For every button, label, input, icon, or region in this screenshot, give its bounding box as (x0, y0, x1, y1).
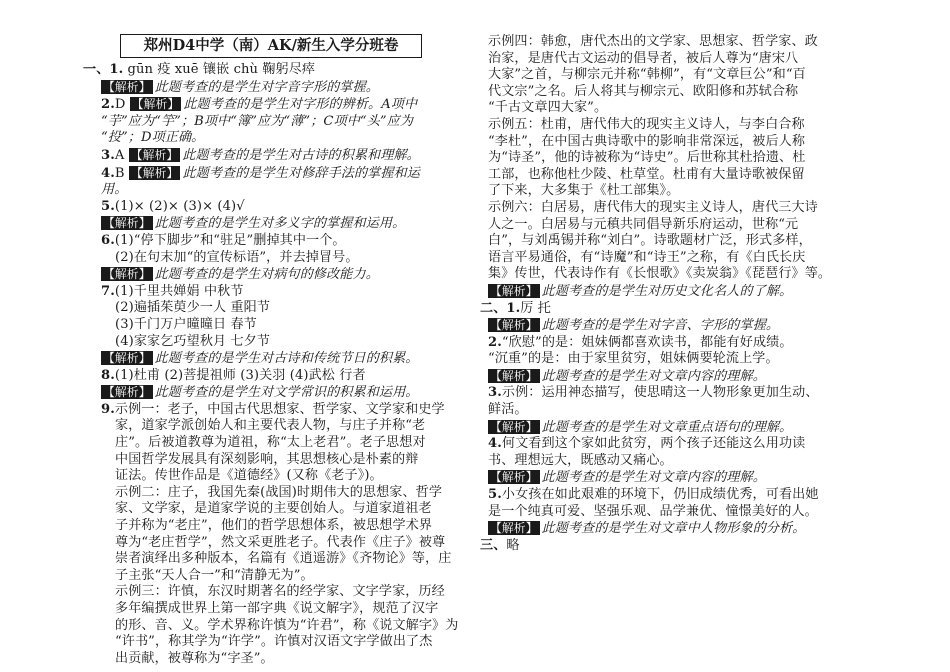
analysis-tag: 【解析】 (103, 267, 151, 282)
analysis-text: 此题考查的是学生对历史文化名人的了解。 (541, 283, 793, 299)
analysis-tag: 【解析】 (490, 368, 538, 383)
answer-line (75, 79, 475, 97)
answer-text: (2)在句末加“的宣传标语”，并去掉冒号。 (115, 249, 359, 265)
answer-line (480, 117, 890, 134)
answer-text: 子主张“天人合一”和“清静无为”。 (115, 567, 314, 583)
answer-text: 略 (506, 537, 520, 553)
analysis-text: 此题考查的是学生对文章重点语句的理解。 (541, 419, 793, 435)
answer-line (75, 96, 475, 114)
answer-line (75, 501, 475, 518)
question-number: 8. (101, 367, 115, 383)
analysis-tag: 【解析】 (490, 283, 538, 298)
analysis-tag: 【解析】 (490, 470, 538, 485)
question-number: 2. (488, 334, 502, 350)
answer-text: (1)“停下脚步”和“驻足”删掉其中一个。 (114, 232, 346, 248)
answer-text: 语言平易通俗，有“诗魔”和“诗王”之称，有《白氏长庆 (488, 249, 806, 265)
answer-line (75, 418, 475, 435)
analysis-text: 此题考查的是学生对修辞手法的掌握和运 (182, 165, 420, 181)
answer-line (480, 469, 890, 487)
answer-line (480, 385, 890, 402)
answer-line (480, 317, 890, 335)
answer-text: 尊为“老庄哲学”，然文采更胜老子。代表作《庄子》被尊 (115, 534, 446, 550)
answer-line (480, 351, 890, 368)
answer-text: (1)× (2)× (3)× (4)√ (114, 198, 245, 214)
answer-line (75, 62, 475, 79)
answer-line (75, 568, 475, 585)
answer-line (480, 67, 890, 84)
answer-line (75, 130, 475, 147)
question-number: 5. (488, 487, 502, 503)
answer-text: 的形、音、义。学术界称许慎为“许君”，称《说文解字》为 (115, 617, 459, 633)
answer-text: 为“诗圣”，他的诗被称为“诗史”。后世称其杜拾遗、杜 (488, 150, 806, 166)
answer-line (480, 419, 890, 437)
answer-line (75, 266, 475, 284)
answer-line (75, 601, 475, 618)
answer-text: (1)千里共婵娟 中秋节 (114, 283, 244, 299)
left-column (75, 62, 475, 667)
analysis-text: 用。 (101, 182, 128, 198)
answer-text: (2)遍插茱萸少一人 重阳节 (115, 300, 271, 316)
answer-text: 家，道家学派创始人和主要代表人物，与庄子并称“老 (115, 418, 426, 434)
answer-text: 代文宗”之名。后人将其与柳宗元、欧阳修和苏轼合称 (488, 83, 799, 99)
answer-text: D (114, 97, 130, 113)
answer-line (480, 436, 890, 453)
question-number: 4. (488, 436, 502, 452)
answer-line (75, 368, 475, 385)
answer-text: “千古文章四大家”。 (488, 100, 608, 116)
answer-text: “沉重”的是：由于家里贫穷，姐妹俩要轮流上学。 (488, 351, 779, 367)
answer-text: 人之一。白居易与元稹共同倡导新乐府运动，世称“元 (488, 216, 799, 232)
analysis-text: “芋”应为“竽”；B项中“簿”应为“薄”；C项中“头”应为 (101, 113, 414, 129)
answer-text: 示例二：庄子，我国先秦(战国)时期伟大的思想家、哲学 (115, 484, 443, 500)
answer-line (75, 584, 475, 601)
answer-line (75, 199, 475, 216)
answer-line (480, 283, 890, 301)
analysis-tag: 【解析】 (490, 419, 538, 434)
answer-text: 庄”。后被道教尊为道祖，称“太上老君”。老子思想对 (115, 435, 426, 451)
answer-line (75, 651, 475, 668)
analysis-text: 此题考查的是学生对古诗的积累和理解。 (182, 147, 420, 163)
answer-text: 示例：运用神态描写，使思晴这一人物形象更加生动、 (501, 385, 819, 401)
answer-line (480, 250, 890, 267)
answer-text: 示例四：韩愈，唐代杰出的文学家、思想家、哲学家、政 (488, 34, 818, 49)
analysis-text: 此题考查的是学生对字音字形的掌握。 (154, 79, 379, 95)
answer-line (480, 487, 890, 504)
answer-line (75, 284, 475, 301)
answer-line (480, 453, 890, 470)
answer-line (480, 368, 890, 386)
analysis-text: 此题考查的是学生对文章内容的理解。 (541, 368, 766, 384)
answer-text: 大家”之首，与柳宗元并称“韩柳”，有“文章巨公”和“百 (488, 67, 806, 83)
answer-line (75, 317, 475, 334)
right-column (480, 34, 890, 554)
answer-text: (1)杜甫 (2)菩提祖师 (3)关羽 (4)武松 行者 (114, 367, 366, 383)
answer-text: 出贡献，被尊称为“字圣”。 (115, 650, 274, 666)
answer-line (75, 518, 475, 535)
answer-line (75, 634, 475, 651)
analysis-text: 此题考查的是学生对多义字的掌握和运用。 (154, 216, 406, 232)
answer-line (480, 233, 890, 250)
answer-line (480, 100, 890, 117)
analysis-text: 此题考查的是学生对病句的修改能力。 (154, 267, 379, 283)
analysis-text: 此题考查的是学生对文章中人物形象的分析。 (541, 521, 806, 537)
answer-line (75, 215, 475, 233)
answer-text: (3)千门万户曈曈日 春节 (115, 316, 257, 332)
answer-line (480, 51, 890, 68)
analysis-tag: 【解析】 (130, 147, 179, 162)
answer-text: 小女孩在如此艰难的环境下，仍旧成绩优秀，可看出她 (501, 487, 819, 503)
answer-text: 示例三：许慎，东汉时期著名的经学家、文字学家，历经 (115, 584, 445, 600)
answer-text: “欣慰”的是：姐妹俩都喜欢读书，都能有好成绩。 (501, 334, 793, 350)
answer-line (480, 150, 890, 167)
answer-line (75, 535, 475, 552)
answer-line (480, 34, 890, 51)
answer-text: 中国哲学发展具有深刻影响，其思想核心是朴素的辩 (115, 451, 419, 467)
answer-text: 厉 托 (520, 300, 551, 316)
answer-line (480, 183, 890, 200)
answer-line (75, 182, 475, 199)
answer-line (75, 452, 475, 469)
question-number: 7. (101, 283, 115, 299)
answer-line (480, 134, 890, 151)
answer-text: gūn 疫 xuē 镶嵌 chù 鞠躬尽瘁 (123, 62, 316, 77)
question-number: 5. (101, 198, 115, 214)
answer-text: 证法。传世作品是《道德经》(又称《老子》)。 (115, 468, 383, 484)
question-number: 三、 (480, 537, 507, 553)
answer-line (75, 233, 475, 250)
answer-line (75, 147, 475, 165)
answer-line (480, 167, 890, 184)
answer-text: 家、文学家，是道家学说的主要创始人。与道家道祖老 (115, 501, 432, 517)
answer-text: 鲜活。 (488, 402, 528, 418)
answer-line (75, 334, 475, 351)
answer-text: 集》传世，代表诗作有《长恨歌》《卖炭翁》《琵琶行》等。 (488, 266, 832, 282)
question-number: 4. (101, 165, 115, 181)
analysis-tag: 【解析】 (130, 165, 179, 180)
answer-line (480, 217, 890, 234)
answer-line (75, 114, 475, 131)
answer-text: 白”，与刘禹锡并称“刘白”。诗歌题材广泛，形式多样， (488, 233, 812, 249)
analysis-tag: 【解析】 (490, 521, 538, 536)
answer-line (480, 266, 890, 283)
exam-title-box (120, 34, 422, 58)
question-number: 2. (101, 97, 115, 113)
answer-line (75, 300, 475, 317)
analysis-text: 此题考查的是学生对字音、字形的掌握。 (541, 318, 780, 334)
question-number: 6. (101, 232, 115, 248)
answer-line (480, 335, 890, 352)
analysis-tag: 【解析】 (103, 351, 151, 366)
question-number: 3. (488, 385, 502, 401)
answer-text: B (114, 165, 129, 181)
answer-line (75, 402, 475, 419)
analysis-text: 此题考查的是学生对字形的辨析。A项中 (183, 97, 418, 113)
answer-text: 了下来，大多集于《杜工部集》。 (488, 183, 680, 199)
answer-line (75, 350, 475, 368)
question-number: 一、1. (83, 62, 124, 77)
answer-line (75, 250, 475, 267)
answer-text: 工部，也称他杜少陵、杜草堂。杜甫有大量诗歌被保留 (488, 166, 805, 182)
answer-line (75, 485, 475, 502)
answer-text: “李杜”，在中国古典诗歌中的影响非常深远，被后人称 (488, 133, 806, 149)
answer-line (75, 435, 475, 452)
answer-line (75, 618, 475, 635)
answer-line (480, 402, 890, 419)
answer-text: 书、理想远大，既感动又痛心。 (488, 452, 673, 468)
exam-title: 郑州D4中学（南）AK/新生入学分班卷 (143, 37, 399, 54)
answer-text: “许书”，称其学为“许学”。许慎对汉语文字学做出了杰 (115, 634, 433, 650)
analysis-tag: 【解析】 (103, 216, 151, 231)
answer-text: 治家，是唐代古文运动的倡导者，被后人尊为“唐宋八 (488, 50, 799, 66)
answer-text: 是一个纯真可爱、坚强乐观、品学兼优、憧憬美好的人。 (488, 503, 818, 519)
analysis-tag: 【解析】 (131, 97, 180, 112)
question-number: 二、1. (480, 300, 521, 316)
analysis-text: 此题考查的是学生对文章内容的理解。 (541, 470, 766, 486)
answer-line (75, 165, 475, 183)
analysis-tag: 【解析】 (103, 79, 151, 94)
analysis-text: 此题考查的是学生对古诗和传统节日的积累。 (154, 351, 419, 367)
answer-text: (4)家家乞巧望秋月 七夕节 (115, 333, 271, 349)
analysis-text: “投”；D项正确。 (101, 130, 205, 146)
answer-text: 崇者演绎出多种版本，名篇有《逍遥游》《齐物论》等，庄 (115, 551, 452, 567)
answer-line (480, 538, 890, 555)
analysis-tag: 【解析】 (490, 318, 538, 333)
analysis-tag: 【解析】 (103, 385, 151, 400)
answer-text: 多年编撰成世界上第一部字典《说文解字》，规范了汉字 (115, 601, 439, 616)
answer-line (480, 200, 890, 217)
question-number: 9. (101, 401, 115, 417)
answer-line (75, 551, 475, 568)
answer-text: A (114, 147, 129, 163)
answer-text: 示例六：白居易，唐代伟大的现实主义诗人，唐代三大诗 (488, 199, 818, 215)
question-number: 3. (101, 147, 115, 163)
answer-text: 示例一：老子，中国古代思想家、哲学家、文学家和史学 (114, 401, 445, 417)
answer-line (480, 301, 890, 318)
analysis-text: 此题考查的是学生对文学常识的积累和运用。 (154, 385, 419, 401)
answer-text: 何文看到这个家如此贫穷，两个孩子还能这么用功读 (501, 436, 806, 452)
answer-line (480, 84, 890, 101)
answer-line (75, 468, 475, 485)
answer-line (75, 384, 475, 402)
answer-line (480, 520, 890, 538)
answer-text: 示例五：杜甫，唐代伟大的现实主义诗人，与李白合称 (488, 116, 805, 132)
answer-line (480, 504, 890, 521)
answer-text: 子并称为“老庄”，他们的哲学思想体系，被思想学术界 (115, 518, 433, 534)
